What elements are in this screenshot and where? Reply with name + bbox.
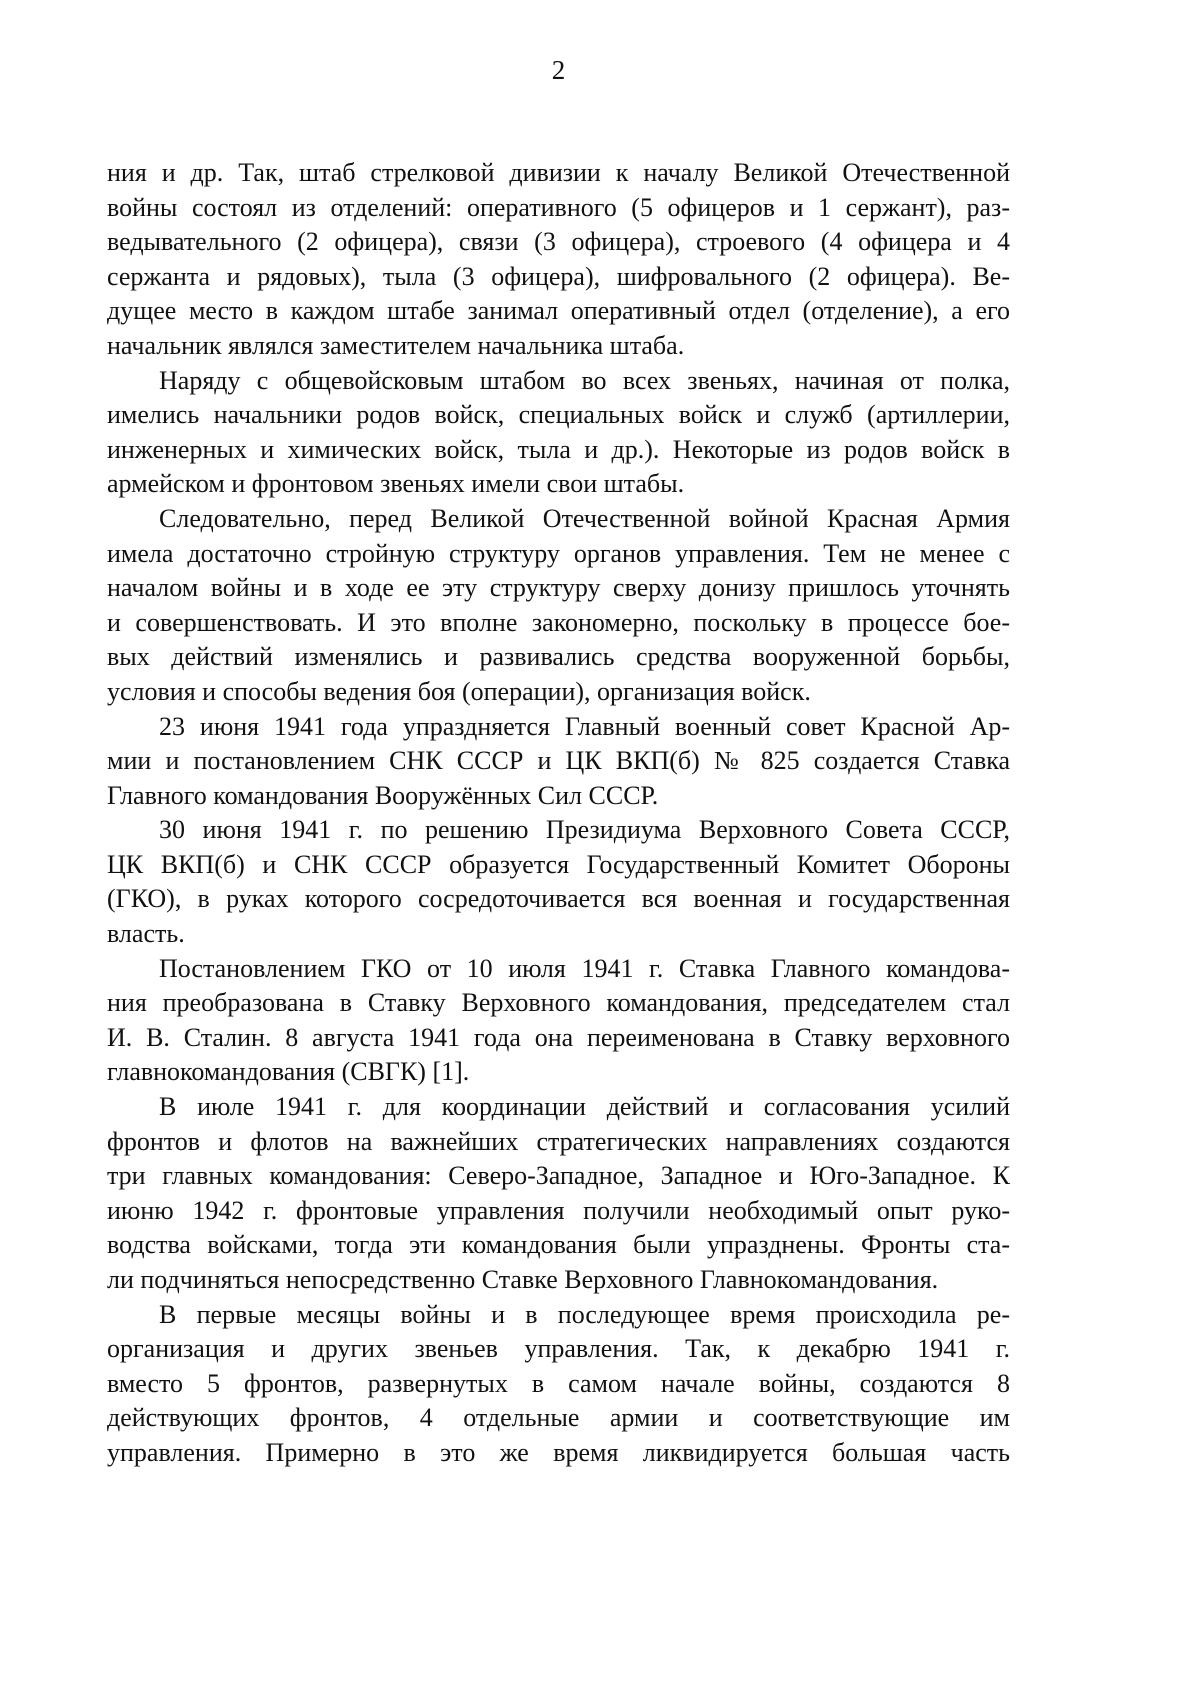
text-line: ли подчиняться непосредственно Ставке Верховного Главнокомандования.	[107, 1265, 939, 1294]
text-line: имела достаточно стройную структуру органов управления. Тем не менее с	[107, 538, 1010, 568]
text-line: армейском и фронтовом звеньях имели свои штабы.	[107, 469, 685, 499]
text-line: Главного командования Вооружённых Сил СССР.	[107, 780, 659, 810]
text-line: организация и других звеньев управления. Так, к декабрю 1941 г.	[107, 1334, 1010, 1364]
page-number: 2	[551, 55, 566, 85]
paragraph	[107, 813, 1010, 951]
text-line: В июле 1941 г. для координации действий и согласования усилий	[159, 1092, 1010, 1122]
text-line: Постановлением ГКО от 10 июля 1941 г. Ставка Главного командова-	[159, 953, 1010, 983]
text-line: условия и способы ведения боя (операции), организация войск.	[107, 676, 811, 706]
text-line: (ГКО), в руках которого сосредоточивается вся военная и государственная	[107, 884, 1010, 914]
text-line: ния и др. Так, штаб стрелковой дивизии к началу Великой Отечественной	[107, 158, 1010, 187]
text-line: начальник являлся заместителем начальника штаба.	[107, 330, 685, 360]
text-line: и совершенствовать. И это вполне закономерно, поскольку в процессе бое-	[107, 607, 1010, 637]
text-line: 30 июня 1941 г. по решению Президиума Верховного Совета СССР,	[159, 815, 1010, 845]
text-line: Наряду с общевойсковым штабом во всех звеньях, начиная от полка,	[159, 365, 1010, 395]
text-line: 23 июня 1941 года упраздняется Главный военный совет Красной Ар-	[159, 711, 1010, 741]
paragraph	[107, 502, 1010, 710]
text-line: сержанта и рядовых), тыла (3 офицера), шифровального (2 офицера). Ве-	[107, 261, 1010, 291]
text-line: три главных командования: Северо-Западное, Западное и Юго-Западное. К	[107, 1161, 1010, 1191]
text-line: действующих фронтов, 4 отдельные армии и соответствующие им	[107, 1403, 1010, 1433]
paragraph	[107, 156, 1010, 364]
paragraph	[107, 364, 1010, 502]
text-line: ния преобразована в Ставку Верховного командования, председателем стал	[107, 988, 1010, 1018]
text-line: началом войны и в ходе ее эту структуру сверху донизу пришлось уточнять	[107, 573, 1010, 603]
text-line: инженерных и химических войск, тыла и др.). Некоторые из родов войск в	[107, 434, 1010, 464]
paragraph	[107, 710, 1010, 814]
text-line: мии и постановлением СНК СССР и ЦК ВКП(б) № 825 создается Ставка	[107, 746, 1010, 776]
text-line: вместо 5 фронтов, развернутых в самом начале войны, создаются 8	[107, 1368, 1010, 1398]
text-line: имелись начальники родов войск, специальных войск и служб (артиллерии,	[107, 400, 1010, 430]
text-line: войны состоял из отделений: оперативного (5 офицеров и 1 сержант), раз-	[107, 192, 1010, 222]
text-line: И. В. Сталин. 8 августа 1941 года она переименована в Ставку верховного	[107, 1022, 1010, 1052]
text-line: фронтов и флотов на важнейших стратегических направлениях создаются	[107, 1126, 1010, 1156]
paragraph	[107, 952, 1010, 1090]
paragraph	[107, 1298, 1010, 1471]
text-line: Следовательно, перед Великой Отечественной войной Красная Армия	[159, 503, 1010, 533]
paragraph	[107, 1090, 1010, 1298]
text-line: вых действий изменялись и развивались средства вооруженной борьбы,	[107, 642, 1010, 672]
text-line: главнокомандования (СВГК) [1].	[107, 1057, 470, 1087]
text-line: ведывательного (2 офицера), связи (3 офицера), строевого (4 офицера и 4	[107, 227, 1010, 257]
text-line: июню 1942 г. фронтовые управления получили необходимый опыт руко-	[107, 1195, 1010, 1225]
text-line: управления. Примерно в это же время ликвидируется большая часть	[107, 1437, 1010, 1467]
text-line: дущее место в каждом штабе занимал оперативный отдел (отделение), а его	[107, 296, 1010, 326]
text-line: ЦК ВКП(б) и СНК СССР образуется Государственный Комитет Обороны	[107, 849, 1010, 879]
page-body	[107, 156, 1010, 1471]
text-line: водства войсками, тогда эти командования были упразднены. Фронты ста-	[107, 1230, 1010, 1260]
text-line: власть.	[107, 919, 185, 949]
text-line: В первые месяцы войны и в последующее время происходила ре-	[159, 1299, 1010, 1329]
